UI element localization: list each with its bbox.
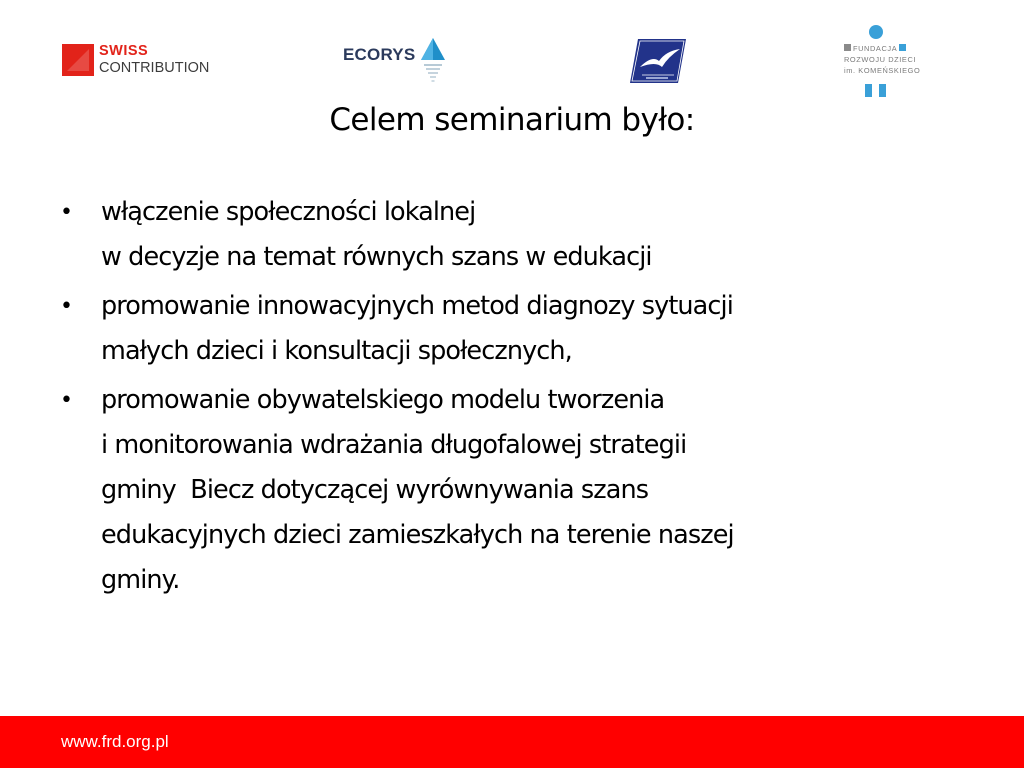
bullet-3-line-4: edukacyjnych dzieci zamieszkałych na terenie naszej xyxy=(101,520,734,550)
bullet-1-line-1: włączenie społeczności lokalnej xyxy=(101,197,476,227)
logo-bar xyxy=(0,0,1024,105)
bullet-item-3 xyxy=(60,378,1000,603)
bullet-list xyxy=(60,190,1000,607)
bullet-3-line-5: gminy. xyxy=(101,565,180,595)
bullet-dot-icon: • xyxy=(60,200,73,225)
bullet-dot-icon: • xyxy=(60,388,73,413)
fundacja-logo-line2: ROZWOJU DZIECI xyxy=(844,55,917,64)
seagull-badge-icon xyxy=(628,37,688,87)
swiss-flag-icon xyxy=(62,44,94,76)
fundacja-logo-line3: im. KOMEŃSKIEGO xyxy=(844,66,921,75)
bullet-dot-icon: • xyxy=(60,294,73,319)
fundacja-logo xyxy=(838,24,921,100)
slide-title: Celem seminarium było: xyxy=(329,102,695,138)
ecorys-wordmark: ECORYS xyxy=(343,45,416,64)
ecorys-logo xyxy=(343,36,453,86)
bullet-2-line-2: małych dzieci i konsultacji społecznych, xyxy=(101,336,572,366)
bullet-item-2 xyxy=(60,284,1000,374)
footer-url-link[interactable]: www.frd.org.pl xyxy=(61,732,169,751)
bullet-1-line-2: w decyzje na temat równych szans w edukacji xyxy=(101,242,652,272)
bullet-3-line-2: i monitorowania wdrażania długofalowej strategii xyxy=(101,430,687,460)
bullet-2-line-1: promowanie innowacyjnych metod diagnozy sytuacji xyxy=(101,291,733,321)
bullet-3-line-1: promowanie obywatelskiego modelu tworzenia xyxy=(101,385,665,415)
bullet-item-1 xyxy=(60,190,1000,280)
triangle-water-icon xyxy=(418,36,448,86)
swiss-logo-line2: CONTRIBUTION xyxy=(99,60,210,76)
bullet-3-line-3: gminy Biecz dotyczącej wyrównywania szans xyxy=(101,475,649,505)
swiss-logo-line1: SWISS xyxy=(99,43,149,59)
fundacja-logo-line1: FUNDACJA xyxy=(853,44,898,53)
footer-bar xyxy=(0,716,1024,768)
